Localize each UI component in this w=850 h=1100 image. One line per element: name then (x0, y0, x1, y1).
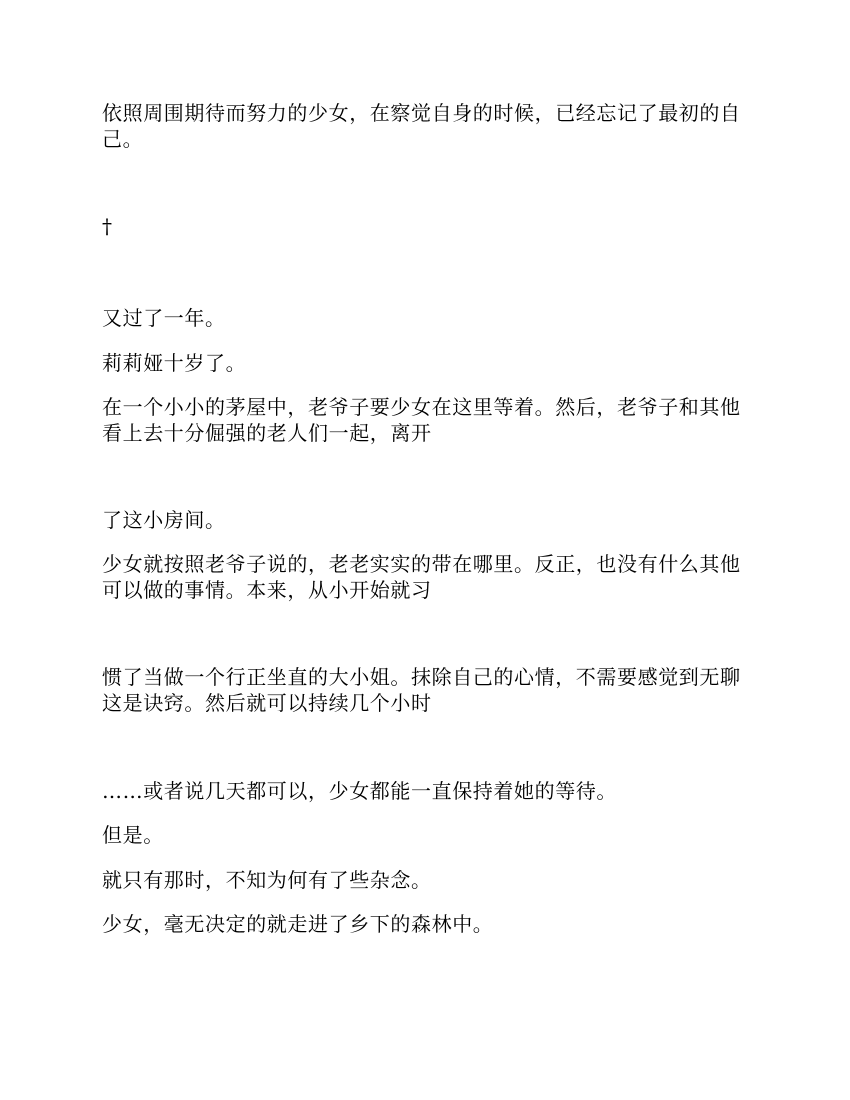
text-line: 惯了当做一个行正坐直的大小姐。抹除自己的心情，不需要感觉到无聊 (102, 665, 741, 689)
text-line: 己。 (102, 127, 144, 151)
text-line: 这是诀窍。然后就可以持续几个小时 (102, 691, 432, 715)
text-line: 了这小房间。 (102, 508, 226, 532)
text-line: 但是。 (102, 823, 164, 847)
section-divider-dagger: † (102, 214, 113, 238)
text-line: 依照周围期待而努力的少女，在察觉自身的时候，已经忘记了最初的自 (102, 101, 741, 125)
text-line: 少女就按照老爷子说的，老老实实的带在哪里。反正，也没有什么其他 (102, 552, 741, 576)
text-line: 就只有那时，不知为何有了些杂念。 (102, 868, 432, 892)
text-line: 可以做的事情。本来，从小开始就习 (102, 578, 432, 602)
text-line: 少女，毫无决定的就走进了乡下的森林中。 (102, 912, 494, 936)
text-line: ……或者说几天都可以，少女都能一直保持着她的等待。 (102, 779, 617, 803)
text-line: 莉莉娅十岁了。 (102, 351, 247, 375)
text-line: 看上去十分倔强的老人们一起，离开 (102, 421, 432, 445)
text-line: 在一个小小的茅屋中，老爷子要少女在这里等着。然后，老爷子和其他 (102, 395, 741, 419)
text-line: 又过了一年。 (102, 306, 226, 330)
